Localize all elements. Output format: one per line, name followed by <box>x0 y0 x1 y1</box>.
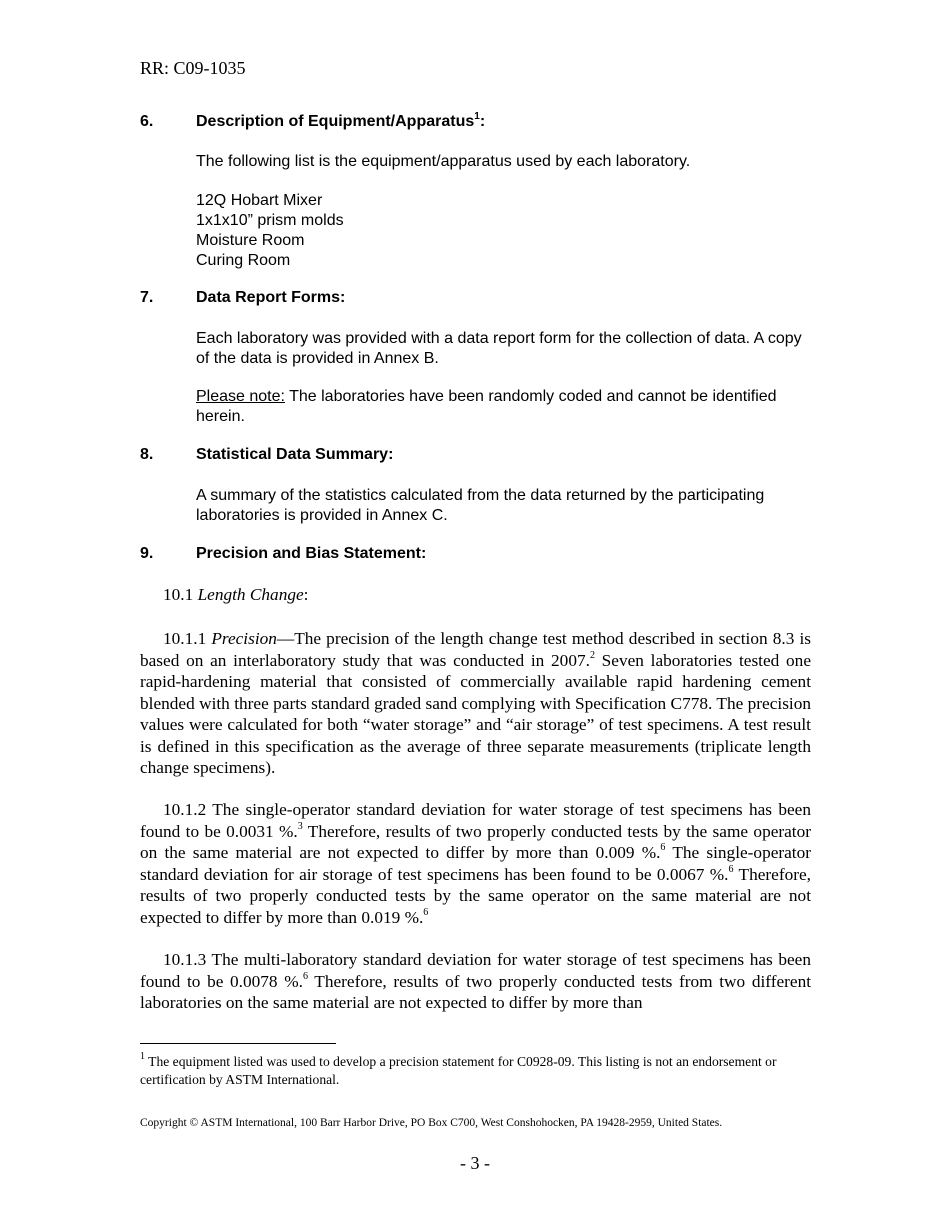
para-text: 10.1.3 The multi-laboratory standard deviation for water storage of test specimens has been found to be 0.0078 %. <box>140 950 811 991</box>
para-text: Therefore, results of two properly conducted tests from two different laboratories on the same material are not expected to differ by more than <box>140 971 812 1012</box>
section-6-title-text: Description of Equipment/Apparatus <box>196 113 475 130</box>
list-item: Curing Room <box>196 252 291 269</box>
para-text: 10.1.2 The single-operator standard deviation for water storage of test specimens has been found to be 0.0031 %. <box>140 800 811 841</box>
subsection-number: 10.1 <box>163 585 198 604</box>
footnote-ref: 3 <box>297 820 303 832</box>
report-id-header: RR: C09-1035 <box>140 58 246 78</box>
section-7-paragraph: Each laboratory was provided with a data report form for the collection of data. A copy of the data is provided in Annex B. <box>196 330 802 367</box>
section-7-note <box>196 387 812 427</box>
para-term: Precision <box>211 629 277 648</box>
section-7-number: 7. <box>140 289 154 306</box>
footnote-ref: 6 <box>728 863 734 875</box>
note-text: The laboratories have been randomly coded and cannot be identified herein. <box>196 388 777 425</box>
section-6-title <box>196 110 486 131</box>
copyright-notice: Copyright © ASTM International, 100 Barr Harbor Drive, PO Box C700, West Conshohocken, PA 19428-2959, United States. <box>140 1117 723 1129</box>
footnote-ref: 1 <box>474 110 480 122</box>
footnote-mark: 1 <box>140 1051 145 1063</box>
list-item: 1x1x10” prism molds <box>196 212 344 229</box>
section-7-title: Data Report Forms: <box>196 289 346 306</box>
footnote-divider <box>140 1043 336 1044</box>
paragraph-10-1-2 <box>140 799 811 928</box>
para-text: Therefore, results of two properly conducted tests by the same operator on the same material are not expected to differ by more than 0.019 %. <box>140 864 811 927</box>
section-8-paragraph: A summary of the statistics calculated from the data returned by the participating laboratories is provided in Annex C. <box>196 487 765 524</box>
list-item: Moisture Room <box>196 232 305 249</box>
subsection-heading <box>163 585 308 605</box>
subsection-suffix: : <box>303 585 309 604</box>
section-8-number: 8. <box>140 446 154 463</box>
equipment-list <box>196 191 812 271</box>
paragraph-10-1-3 <box>140 949 811 1014</box>
footnote-text: The equipment listed was used to develop a precision statement for C0928-09. This listing is not an endorsement or certification by ASTM International. <box>140 1054 777 1087</box>
page-number: - 3 - <box>460 1153 490 1173</box>
section-9-number: 9. <box>140 545 154 562</box>
section-8-title: Statistical Data Summary: <box>196 446 394 463</box>
footnote-ref: 6 <box>660 842 666 854</box>
para-text: —The precision of the length change test method described in section 8.3 is based on an interlaboratory study that was conducted in 2007. <box>140 629 811 670</box>
para-text: Therefore, results of two properly conducted tests by the same operator on the same material are not expected to differ by more than 0.009 %. <box>140 821 811 862</box>
footnote-ref: 6 <box>302 970 308 982</box>
subsection-title: Length Change <box>197 585 304 604</box>
paragraph-10-1-1 <box>140 628 811 779</box>
list-item: 12Q Hobart Mixer <box>196 192 323 209</box>
footnote-ref: 6 <box>423 906 429 918</box>
section-6-number: 6. <box>140 113 154 130</box>
section-9-title: Precision and Bias Statement: <box>196 545 427 562</box>
footnote <box>140 1053 780 1089</box>
note-label: Please note: <box>196 388 285 405</box>
footnote-ref: 2 <box>589 649 595 661</box>
section-6-title-suffix: : <box>479 113 486 130</box>
section-6-intro: The following list is the equipment/apparatus used by each laboratory. <box>196 153 691 170</box>
para-number: 10.1.1 <box>163 629 212 648</box>
para-text: Seven laboratories tested one rapid-hardening material that consisted of commercially available rapid hardening cement blended with three parts standard graded sand complying with Specification C778. The precision values were calculated for both “water storage” and “air storage” of test specimens. A test result is defined in this specification as the average of three separate measurements (triplicate length change specimens). <box>140 650 811 777</box>
para-text: The single-operator standard deviation for air storage of test specimens has been found to be 0.0067 %. <box>140 843 811 884</box>
